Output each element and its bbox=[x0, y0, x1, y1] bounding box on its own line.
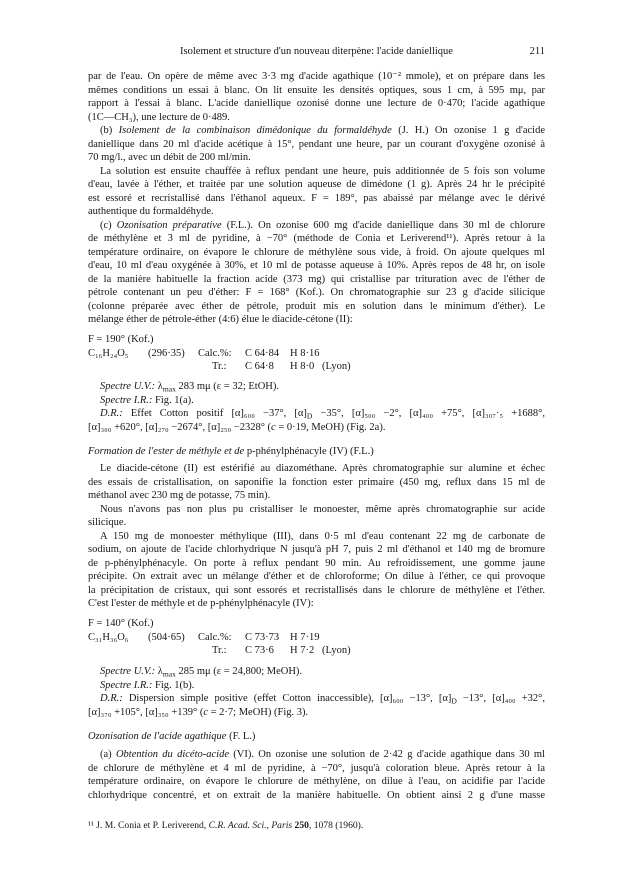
text-line: mêmes conditions un essai à blanc. On lit ensuite les densités optiques, sous 1 cm, à 595 mμ, par bbox=[88, 84, 545, 96]
uv-label: Spectre U.V.: bbox=[100, 666, 156, 677]
footnote-marker: ¹¹ bbox=[88, 820, 94, 831]
text-run: (J. H.) On ozonise 1 g d'acide bbox=[391, 125, 545, 136]
text-run: λ bbox=[155, 666, 163, 677]
analysis-calc-row bbox=[88, 347, 545, 361]
melting-point: F = 140° (Kof.) bbox=[88, 618, 154, 629]
uv-spectrum-line bbox=[88, 665, 545, 679]
text-run: Dispersion simple positive (effet Cotton inaccessible), [α]₆₀₀ −13°, [α] bbox=[122, 693, 452, 704]
calc-hydrogen: H 7·19 bbox=[290, 631, 320, 643]
footnote-journal: C.R. Acad. Sci., Paris bbox=[208, 820, 295, 831]
analysis-calc-row bbox=[88, 631, 545, 645]
text-run: = 2·7; MeOH) (Fig. 3). bbox=[208, 706, 309, 718]
text-line: des essais de cristallisation, on saponifie la fonction ester primaire (450 mg, reflux dans 15 ml de bbox=[88, 476, 545, 488]
found-hydrogen: H 8·0 bbox=[290, 361, 315, 372]
text-line: C'est l'ester de méthyle et de p-phénylphénacyle (IV): bbox=[88, 598, 314, 609]
text-line: (colonne préparée avec éther de pétrole, produit mis en solution dans le minimum d'éther). Le bbox=[88, 300, 545, 312]
text-line: A 150 mg de monoester méthylique (III), dans 0·5 ml d'eau contenant 22 mg de carbonate de bbox=[100, 530, 545, 542]
text-run: = 0·19, MeOH) (Fig. 2a). bbox=[275, 421, 386, 433]
subsection-label: (a) bbox=[100, 749, 116, 760]
text-line: est essoré et recristallisé dans l'éthanol aqueux. F = 189°, pas abaissé par mélange avec le dérivé bbox=[88, 192, 545, 204]
text-line: authentique du formaldéhyde. bbox=[88, 206, 214, 217]
subscript: max bbox=[162, 669, 176, 679]
subsection-b-first-line bbox=[88, 124, 545, 138]
molecular-weight: (296·35) bbox=[148, 347, 185, 359]
found-carbon: C 64·8 bbox=[245, 361, 274, 372]
ir-label: Spectre I.R.: bbox=[100, 679, 153, 691]
text-run: Fig. 1(b). bbox=[152, 679, 195, 691]
footnote bbox=[88, 819, 545, 833]
text-run: [α]₃₇₀ +105°, [α]₃₅₀ +139° ( bbox=[88, 706, 204, 718]
heading-text: (F. L.) bbox=[226, 731, 256, 742]
subsection-label: (b) bbox=[100, 125, 119, 136]
text-line: chlorhydrique concentré, et on extrait de la manière habituelle. On obtient ainsi 2 g d'une masse bbox=[88, 789, 545, 801]
text-run: Effet Cotton positif [α]₆₀₀ −37°, [α] bbox=[122, 408, 307, 419]
text-line: par de l'eau. On opère de même avec 3·3 mg d'acide agathique (10⁻² mmole), et on prépare dans les bbox=[88, 71, 545, 82]
text-run: −35°, [α]₅₀₀ −2°, [α]₄₀₀ +75°, [α]₃₀₇·₅ +1688°, bbox=[312, 408, 545, 419]
subsection-title: Ozonisation préparative bbox=[116, 219, 222, 231]
calc-label: Calc.%: bbox=[198, 347, 232, 359]
text-run: 285 mμ (ε = 24,800; MeOH). bbox=[175, 666, 303, 677]
analysis-lab: (Lyon) bbox=[322, 361, 351, 372]
rd-label: D.R.: bbox=[100, 408, 123, 419]
footnote-authors: J. M. Conia et P. Leriverend, bbox=[93, 820, 209, 831]
text-run: λ bbox=[155, 381, 163, 392]
text-run: −13°, [α]₄₀₀ +32°, bbox=[456, 693, 546, 704]
text-run: (VI). On ozonise une solution de 2·42 g d'acide agathique dans 30 ml bbox=[228, 749, 545, 760]
footnote-pages: , 1078 (1960). bbox=[308, 820, 364, 831]
found-carbon: C 73·6 bbox=[245, 645, 274, 656]
text-line: de p-phénylphénacyle. On porte à reflux pendant 90 min. Au refroidissement, une gomme jaune bbox=[88, 557, 545, 569]
text-run: c bbox=[203, 706, 208, 718]
calc-hydrogen: H 8·16 bbox=[290, 347, 320, 359]
text-line: sodium, on ajoute de l'acide chlorhydrique N jusqu'à pH 7, puis 2 ml d'éthanol et 140 mg de bromure bbox=[88, 544, 545, 555]
calc-carbon: C 73·73 bbox=[245, 631, 280, 643]
rd-label: D.R.: bbox=[100, 693, 123, 704]
running-head bbox=[0, 45, 624, 59]
text-line: de méthylène et 3 ml de pyridine, à −70° (méthode de Conia et Leriverend¹¹). Après retour à la bbox=[88, 233, 545, 244]
text-line: Le diacide-cétone (II) est estérifié au diazométhane. Après chromatographie sur alumine et échec bbox=[100, 463, 545, 474]
text-line: mélange éther de pétrole-éther (4:6) élue le diacide-cétone (II): bbox=[88, 314, 353, 325]
text-line: (1C—CH₃), une lecture de 0·489. bbox=[88, 111, 230, 123]
heading-text: Ozonisation de l'acide agathique bbox=[88, 731, 227, 742]
text-line: d'eau, lavée à l'éther, et traitée par une solution aqueuse de dimédone (1 g). Après 24 hr le précipité bbox=[88, 179, 545, 190]
text-run: Fig. 1(a). bbox=[152, 394, 194, 406]
text-run: (F.L.). On ozonise 600 mg d'acide daniellique dans 30 ml de chlorure bbox=[221, 219, 545, 231]
text-run: c bbox=[271, 421, 276, 433]
heading-text: Formation de l'ester de méthyle et de bbox=[88, 446, 247, 457]
text-line: silicique. bbox=[88, 517, 127, 528]
page-number: 211 bbox=[529, 46, 545, 57]
section-heading-agathic bbox=[88, 730, 545, 744]
text-line: La solution est ensuite chauffée à reflux pendant une heure, puis additionnée de 5 fois son volume bbox=[100, 165, 545, 177]
subsection-a-first-line bbox=[88, 748, 545, 762]
page-body bbox=[88, 70, 545, 833]
melting-point: F = 190° (Kof.) bbox=[88, 334, 154, 345]
text-line: méthanol avec 230 mg de potasse, 75 min). bbox=[88, 490, 271, 501]
text-run: 283 mμ (ε = 32; EtOH). bbox=[175, 381, 280, 392]
analysis-found-row bbox=[88, 644, 545, 658]
found-label: Tr.: bbox=[212, 361, 227, 372]
section-heading-ester bbox=[88, 445, 545, 459]
analysis-found-row bbox=[88, 360, 545, 374]
ir-label: Spectre I.R.: bbox=[100, 394, 153, 406]
subsection-title: Obtention du dicéto-acide bbox=[115, 749, 229, 760]
text-run: [α]₃₀₀ +620°, [α]₂₇₀ −2674°, [α]₂₅₀ −2328° ( bbox=[88, 421, 272, 433]
heading-text: p-phénylphénacyle (IV) (F.L.) bbox=[246, 446, 374, 457]
uv-label: Spectre U.V.: bbox=[100, 381, 156, 392]
text-line: précipite. On extrait avec un mélange d'éther et de chloroforme; On dilue à l'éther, ce qui provoque bbox=[88, 571, 545, 582]
text-line: la précipitation de cristaux, qui sont essorés et recristallisés dans le chlorure de méthylène et l'éther. bbox=[88, 584, 545, 596]
subsection-c-first-line bbox=[88, 219, 545, 233]
found-hydrogen: H 7·2 bbox=[290, 645, 315, 656]
molecular-formula: C₃₁H₃₆O₆ bbox=[88, 631, 129, 643]
molecular-formula: C₁₆H₂₄O₅ bbox=[88, 347, 129, 359]
text-line: pétrole contenant un peu d'éther: F = 168° (Kof.). On chromatographie sur 23 g d'acide silicique bbox=[88, 287, 545, 298]
rotatory-dispersion-line bbox=[88, 692, 545, 706]
text-line: Nous n'avons pas non plus pu cristalliser le monoester, même après chromatographie sur acide bbox=[100, 503, 545, 515]
rotatory-dispersion-line bbox=[88, 421, 545, 435]
text-line: d'eau, 10 ml d'eau oxygénée à 30%, et 10 ml de potasse aqueuse à 10%. Après repos de 48 hr, on isole bbox=[88, 260, 545, 271]
calc-label: Calc.%: bbox=[198, 631, 232, 643]
text-line: température ordinaire, on évapore le chlorure de méthylène, on dilue à l'eau, on acidifie par l'acide bbox=[88, 776, 545, 787]
ir-spectrum-line bbox=[88, 679, 545, 693]
subsection-label: (c) bbox=[100, 219, 117, 231]
text-line: 70 mg/l., avec un débit de 200 ml/min. bbox=[88, 152, 251, 163]
calc-carbon: C 64·84 bbox=[245, 347, 280, 359]
uv-spectrum-line bbox=[88, 380, 545, 394]
subscript: D bbox=[451, 696, 457, 706]
text-line: rapport à l'essai à blanc. L'acide daniellique ozonisé donne une lecture de 0·470; l'acide agathique bbox=[88, 98, 545, 109]
text-line: de la manière habituelle la fraction acide (373 mg) qui cristallise par trituration avec de l'éther de bbox=[88, 273, 545, 285]
subscript: max bbox=[162, 384, 176, 394]
text-line: daniellique dans 20 ml d'acide acétique à 15°, pendant une heure, par un courant d'oxygène ozonisé à bbox=[88, 138, 545, 150]
rotatory-dispersion-line bbox=[88, 407, 545, 421]
ir-spectrum-line bbox=[88, 394, 545, 408]
analysis-lab: (Lyon) bbox=[322, 645, 351, 656]
molecular-weight: (504·65) bbox=[148, 631, 185, 643]
running-title: Isolement et structure d'un nouveau diterpène: l'acide daniellique bbox=[180, 46, 453, 57]
text-line: température ordinaire, on évapore le chlorure de méthylène sous vide, à froid. On ajoute quelques ml bbox=[88, 246, 545, 258]
found-label: Tr.: bbox=[212, 645, 227, 656]
rotatory-dispersion-line bbox=[88, 706, 545, 720]
subscript: D bbox=[306, 411, 313, 421]
text-line: de chlorure de méthylène et 4 ml de pyridine, à −70°, jusqu'à coloration bleue. Après retour à la bbox=[88, 762, 545, 774]
footnote-volume: 250 bbox=[294, 820, 309, 831]
subsection-title: Isolement de la combinaison dimédonique du formaldéhyde bbox=[118, 125, 392, 136]
